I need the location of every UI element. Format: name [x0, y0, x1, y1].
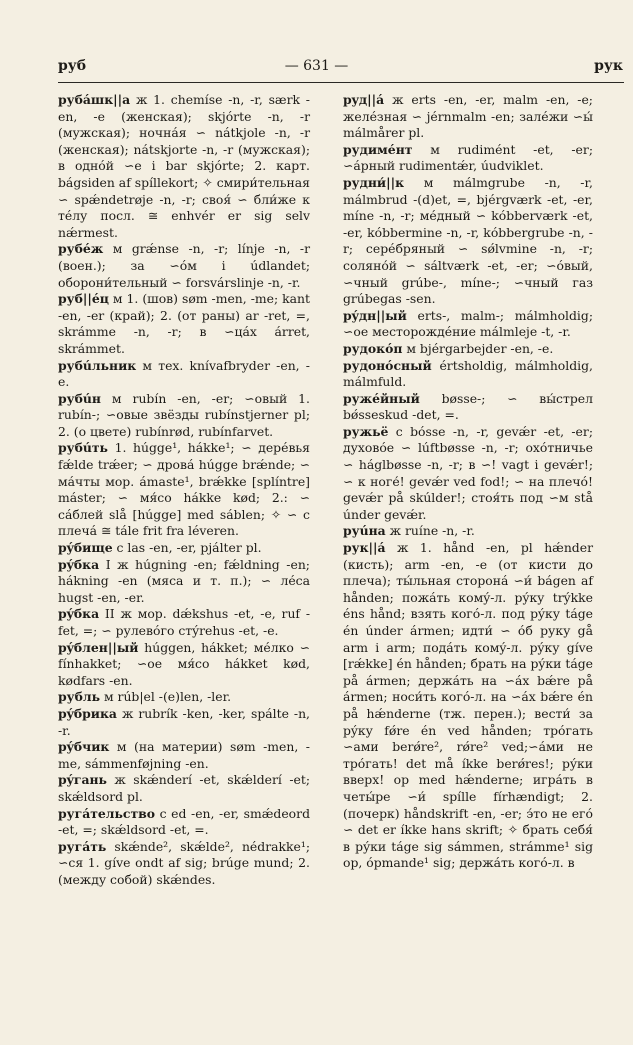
dictionary-entry: [58, 92, 310, 241]
entry-headword: рук||á: [343, 540, 386, 556]
dictionary-entry: [343, 308, 593, 341]
entry-definition: м тех. knívafbryder -en, -e.: [58, 357, 310, 390]
entry-definition: с bósse -n, -r, gevǽr -et, -er; духовóе ∽ lúftbøsse -n, -r; охóтничье ∽ háglbøsse -n, -r; в ∽! vagt i gevǽr!; ∽ к ноге́! gevǽr ved fod!; ∽ на плечó! gevǽr på skúlder!; стоя́ть под ∽м stå únder gevǽr.: [343, 423, 593, 522]
entry-definition: м rubín -en, -er; ∽овый 1. rubín-; ∽овые звёзды rubínstjerner pl; 2. (о цвете) rubínrød, rubínfarvet.: [58, 390, 310, 439]
entry-headword: рýбрика: [58, 705, 117, 721]
dictionary-entry: [58, 440, 310, 540]
dictionary-entry: [58, 241, 310, 291]
dictionary-entry: [343, 175, 593, 308]
entry-headword: ругáтельство: [58, 805, 156, 821]
dictionary-entry: [58, 540, 310, 557]
entry-headword: ругáть: [58, 838, 107, 854]
dictionary-entry: [58, 739, 310, 772]
header-rule: [58, 82, 624, 83]
dictionary-entry: [58, 358, 310, 391]
entry-definition: м grǽnse -n, -r; línje -n, -r (воен.); за ∽óм i údlandet; оборони́тельный ∽ forsvárslinje -n, -r.: [58, 241, 310, 290]
entry-headword: руúна: [343, 523, 386, 539]
entry-headword: рyд||á: [343, 92, 385, 107]
entry-headword: ружьё: [343, 423, 389, 439]
entry-headword: руб||éц: [58, 291, 109, 307]
entry-definition: II ж мор. dǽkshus -et, -e, ruf -fet, =; ∽ рулевóго стýrehus -et, -e.: [58, 606, 310, 638]
entry-definition: skǽnde², skǽlde², nédrakke¹; ∽ся 1. gíve ondt af sig; brúge mund; 2. (между собой) skǽndes.: [58, 838, 310, 887]
dictionary-entry: [343, 424, 593, 524]
dictionary-entry: [58, 839, 310, 889]
entry-headword: рубúн: [58, 390, 101, 406]
entry-definition: с las -en, -er, pjálter pl.: [112, 540, 262, 556]
dictionary-entry: [58, 640, 310, 690]
dictionary-entry: [58, 391, 310, 441]
dictionary-entry: [58, 772, 310, 805]
entry-headword: рубéж: [58, 241, 104, 257]
entry-definition: 1. húgge¹, hákke¹; ∽ дерéвья fǽlde trǽer; ∽ дровá húgge brǽnde; ∽ мáчты мор. ámaste¹, brǽkke [splíntre] máster; ∽ мя́со hákke kød; 2.: ∽ сáблей slå [húgge] med sáblen; ✧ ∽ с плечá ≅ tále frit fra léveren.: [58, 440, 310, 539]
dictionary-entry: [343, 391, 593, 424]
entry-headword: рýблен||ый: [58, 639, 139, 655]
dictionary-entry: [58, 706, 310, 739]
page-number: — 631 —: [284, 58, 349, 74]
dictionary-entry: [343, 341, 593, 358]
dictionary-entry: [58, 291, 310, 357]
entry-definition: м málmgrube -n, -r, málmbrud -(d)et, =, bjérgværk -et, -er, míne -n, -r; мéдный ∽ kóbberværk -et, -er, kóbbermine -n, -r, kóbbergrube -n, -r; серéбряный ∽ sǿlvmine -n, -r; соляно́й ∽ sáltværk -et, -er; ∽óвый, ∽чный grúbe-, míne-; ∽чный газ grúbegas -sen.: [343, 174, 593, 307]
entry-definition: ж 1. chemíse -n, -r, særk -en, -e (женская); skjórte -n, -r (мужская); ночнáя ∽ nátkjole -n, -r (женская); nátskjorte -n, -r (мужская); в однóй ∽е i bar skjórte; 2. карт. bágsiden af spíllekort; ✧ смири́тельная ∽ spǽndetrøje -n, -r; своя́ ∽ бли́же к тéлу посл. ≅ enhvér er sig selv nǽrmest.: [58, 92, 310, 240]
entry-headword: рубль: [58, 689, 101, 705]
entry-definition: м bjérgarbejder -en, -e.: [402, 340, 554, 356]
entry-definition: értsholdig, málmholdig, málmfuld.: [343, 357, 593, 390]
entry-definition: ж skǽnderí -et, skǽlderí -et; skǽldsord pl.: [58, 772, 310, 804]
entry-headword: рýгань: [58, 772, 107, 788]
entry-definition: ж ruíne -n, -r.: [385, 523, 475, 539]
entry-definition: м (на материи) søm -men, -me, sámmenføjning -en.: [58, 739, 310, 771]
entry-headword: рудонóсный: [343, 357, 432, 373]
entry-headword: рýдн||ый: [343, 307, 407, 323]
dictionary-entry: [343, 523, 593, 540]
guide-word-right: рук: [594, 58, 623, 74]
entry-headword: рудни́||к: [343, 174, 405, 190]
running-head: [0, 58, 633, 82]
entry-headword: рýбище: [58, 540, 113, 556]
entry-definition: м rudimént -et, -er; ∽áрный rudimentǽr, úudviklet.: [343, 141, 593, 174]
entry-definition: м rúb|el -(e)len, -ler.: [100, 689, 232, 705]
entry-headword: рýбчик: [58, 739, 110, 755]
entry-headword: рýбка: [58, 606, 100, 622]
entry-headword: рýбка: [58, 556, 100, 572]
right-column: [343, 92, 593, 872]
entry-definition: erts-, malm-; málmholdig; ∽ое месторождéние málmleje -t, -r.: [343, 307, 593, 340]
entry-definition: ж erts -en, -er, malm -en, -e; желéзная ∽ jérnmalm -en; залéжи ∽ы́ málmårer pl.: [343, 92, 593, 141]
entry-definition: м 1. (шов) søm -men, -me; kant -en, -er (край); 2. (от раны) ar -ret, =, skrámme -n, -r; в ∽цáх árret, skrámmet.: [58, 291, 310, 356]
entry-headword: рубúльник: [58, 357, 137, 373]
entry-definition: I ж húgning -en; fǽldning -en; hákning -en (мяса и т. п.); ∽ лéса hugst -en, -er.: [58, 556, 310, 605]
dictionary-entry: [343, 540, 593, 872]
entry-headword: рудимéнт: [343, 141, 413, 157]
dictionary-entry: [343, 142, 593, 175]
dictionary-entry: [58, 806, 310, 839]
dictionary-entry: [343, 92, 593, 142]
dictionary-entry: [58, 606, 310, 639]
entry-headword: рудокóп: [343, 340, 403, 356]
dictionary-entry: [58, 689, 310, 706]
entry-definition: húggen, hákket; мéлко ∽ fínhakket; ∽ое мя́со hákket kød, kødfars -en.: [58, 639, 310, 688]
dictionary-entry: [343, 358, 593, 391]
entry-headword: ружéйный: [343, 390, 420, 406]
entry-definition: ж 1. hånd -en, pl hǽnder (кисть); arm -en, -e (от кисти до плеча); ты́льная сторонá ∽и́ bágen af hånden; пожáть комý-л. рýку trýkke éns hånd; взять когó-л. под рýку táge én únder ármen; идти́ ∽ óб руку gå arm i arm; подáть комý-л. рýку gíve [rǽkke] én hånden; брать на рýки táge på ármen; держáть на ∽áх bǽre på ármen; носи́ть когó-л. на ∽áх bǽre én på hǽnderne (тж. перен.); вести́ за рýку fǿre én ved hånden; трóгать ∽ами berǿre², rǿre² ved;∽áми не трóгать! det må íkke berǿres!; рýки вверх! op med hǽnderne; игрáть в четы́ре ∽и́ spílle fírhændigt; 2. (почерк) håndskrift -en, -er; э́то не егó ∽ det er íkke hans skrift; ✧ брать себя́ в рýки táge sig sámmen, strámme¹ sig op, ópmande¹ sig; держáть когó-л. в: [343, 540, 593, 871]
entry-definition: ж rubrík -ken, -ker, spálte -n, -r.: [58, 705, 310, 738]
entry-definition: с ed -en, -er, smǽdeord -et, =; skǽldsord -et, =.: [58, 805, 310, 838]
entry-headword: рубáшк||а: [58, 92, 131, 107]
left-column: [58, 92, 310, 889]
guide-word-left: руб: [58, 58, 87, 74]
dictionary-entry: [58, 557, 310, 607]
entry-headword: рубúть: [58, 440, 108, 456]
entry-definition: bøsse-; ∽ вы́стрел bǿsseskud -det, =.: [343, 390, 593, 423]
